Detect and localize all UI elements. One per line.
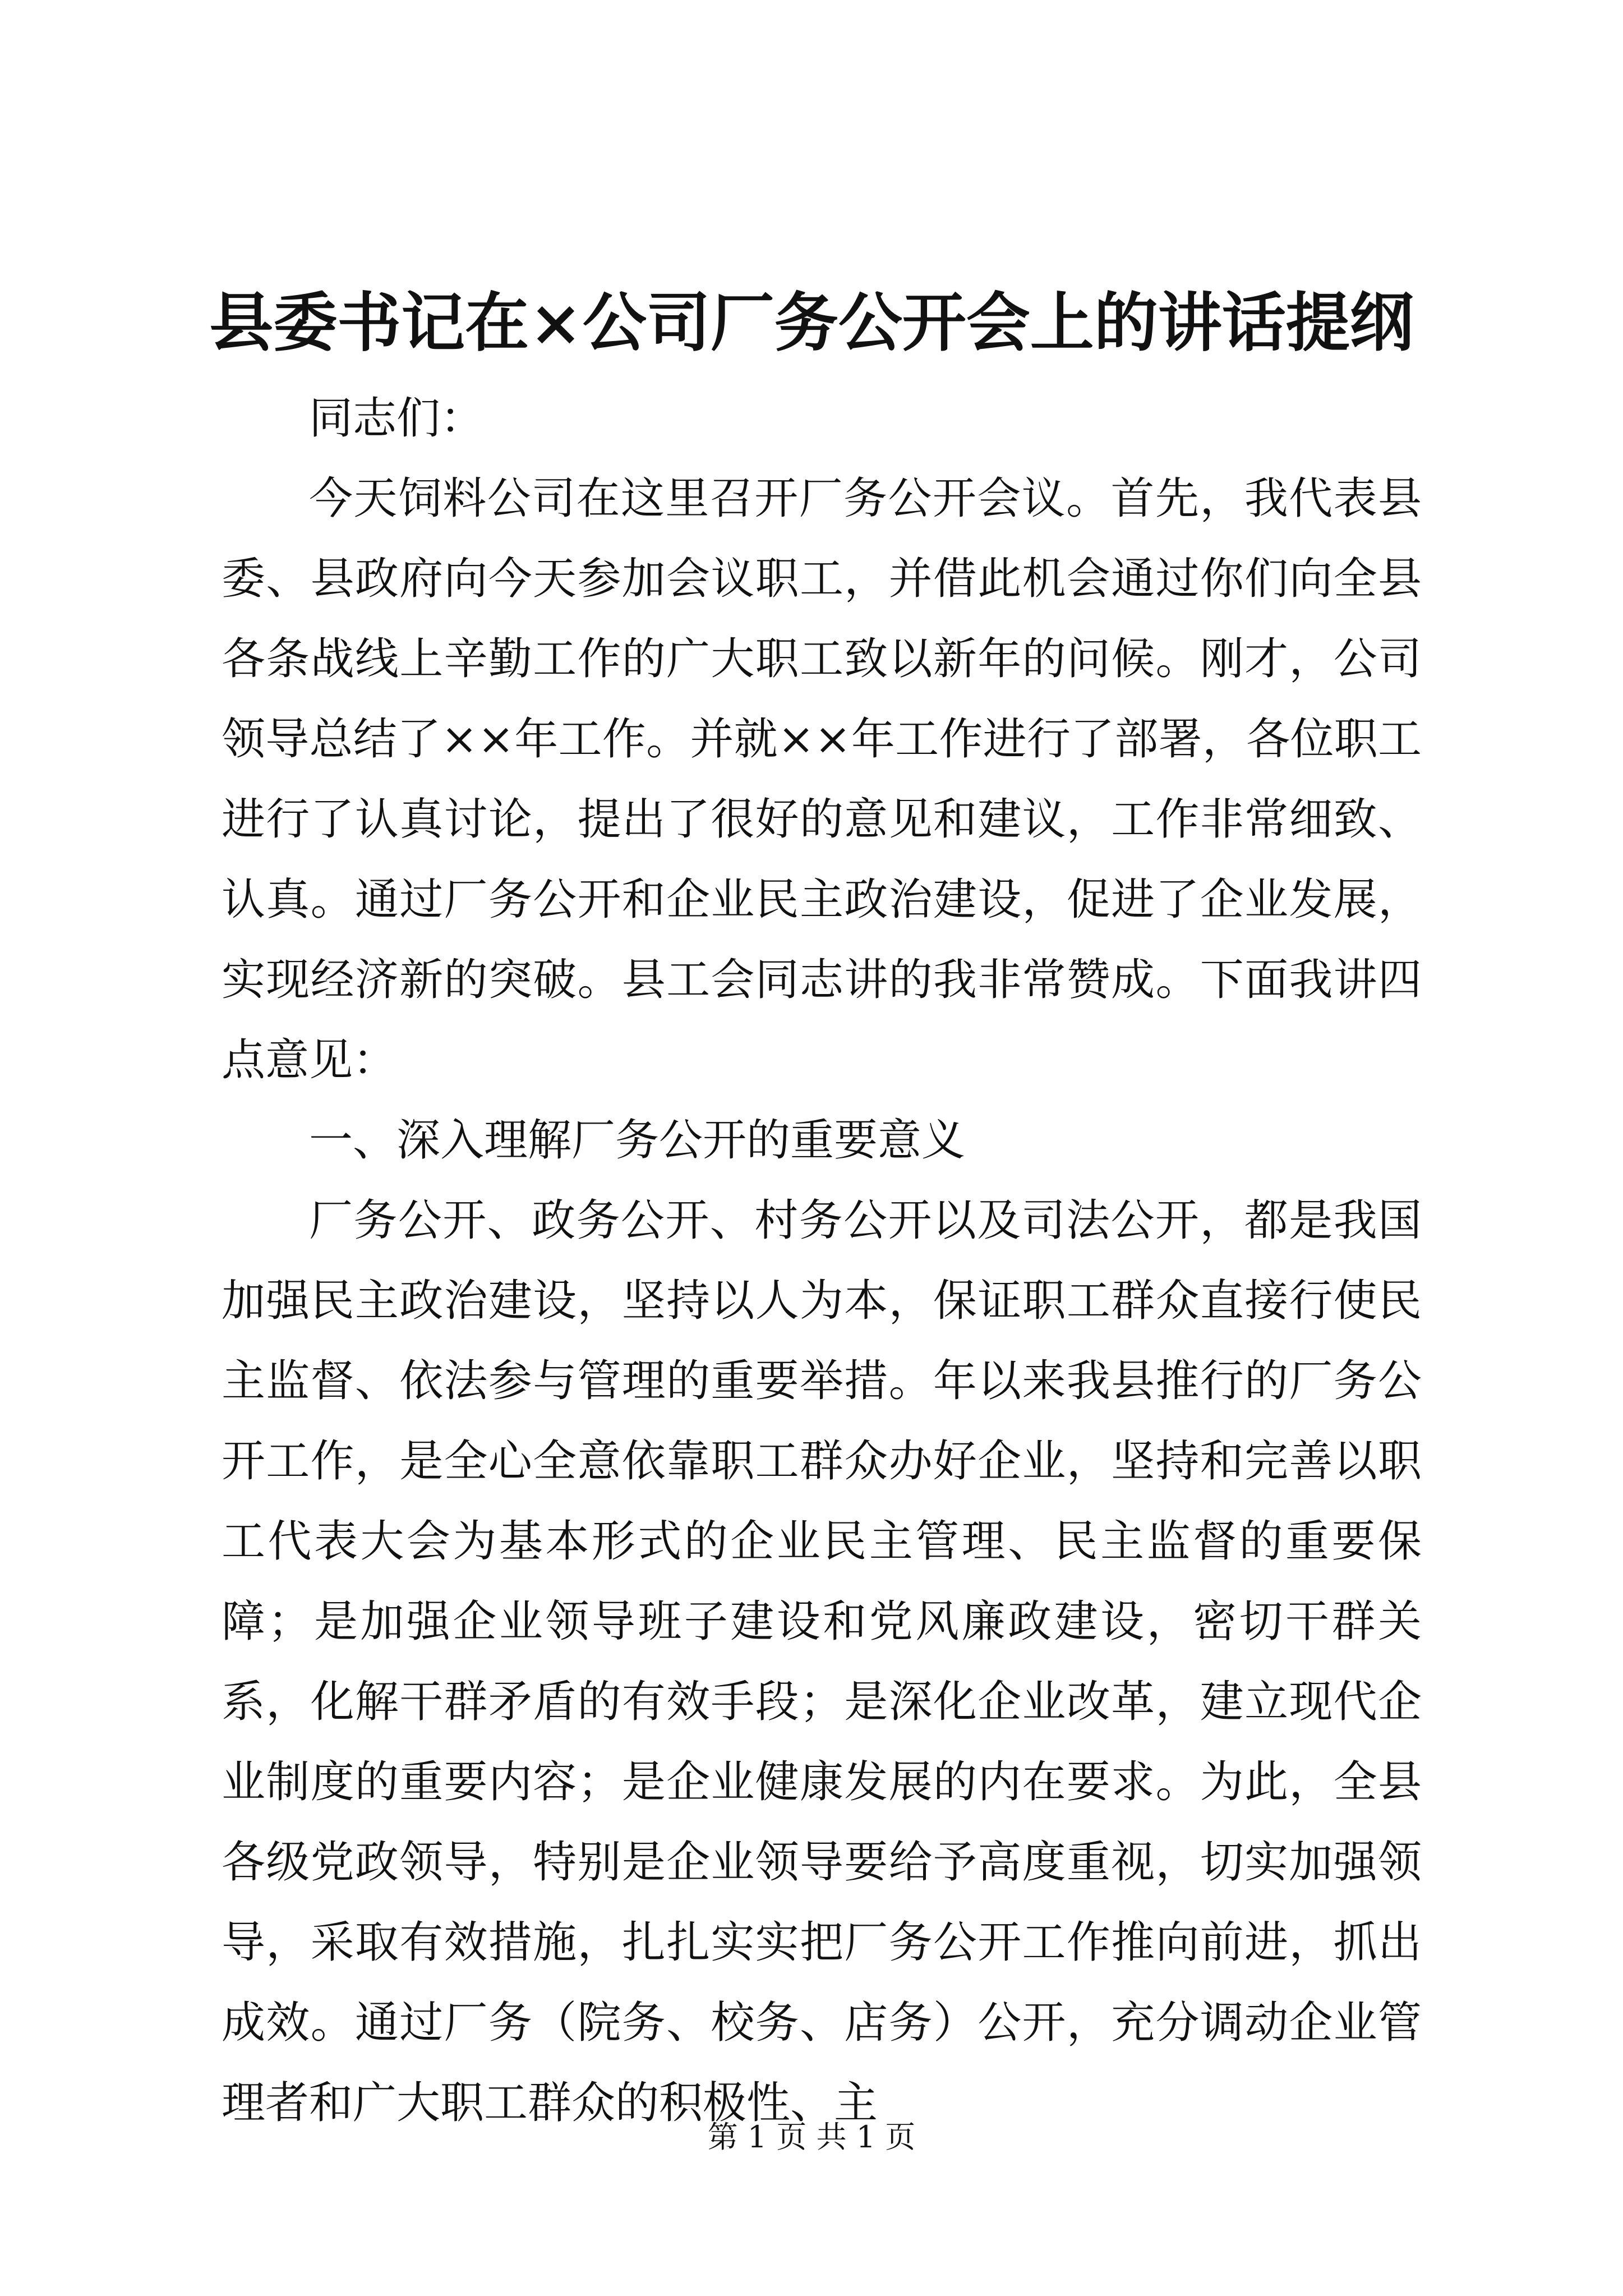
page-number-footer: 第 1 页 共 1 页: [707, 2119, 916, 2155]
section-heading: 一、深入理解厂务公开的重要意义: [309, 1115, 966, 1166]
body-paragraph: 今天饲料公司在这里召开厂务公开会议。首先，我代表县委、县政府向今天参加会议职工，并借此机会通过你们向全县各条战线上辛勤工作的广大职工致以新年的问候。刚才，公司领导总结了××年工作。并就××年工作进行了部署，各位职工进行了认真讨论，提出了很好的意见和建议，工作非常细致、认真。通过厂务公开和企业民主政治建设，促进了企业发展，实现经济新的突破。县工会同志讲的我非常赞成。下面我讲四点意见：: [222, 473, 1422, 1085]
document-title: 县委书记在×公司厂务公开会上的讲话提纲: [209, 285, 1414, 360]
salutation-paragraph: 同志们：: [309, 393, 485, 444]
document-body: [222, 379, 1422, 2143]
body-paragraph: 厂务公开、政务公开、村务公开以及司法公开，都是我国加强民主政治建设，坚持以人为本，保证职工群众直接行使民主监督、依法参与管理的重要举措。年以来我县推行的厂务公开工作，是全心全意依靠职工群众办好企业，坚持和完善以职工代表大会为基本形式的企业民主管理、民主监督的重要保障；是加强企业领导班子建设和党风廉政建设，密切干群关系，化解干群矛盾的有效手段；是深化企业改革，建立现代企业制度的重要内容；是企业健康发展的内在要求。为此，全县各级党政领导，特别是企业领导要给予高度重视，切实加强领导，采取有效措施，扎扎实实把厂务公开工作推向前进，抓出成效。通过厂务（院务、校务、店务）公开，充分调动企业管理者和广大职工群众的积极性、主: [222, 1195, 1422, 2128]
